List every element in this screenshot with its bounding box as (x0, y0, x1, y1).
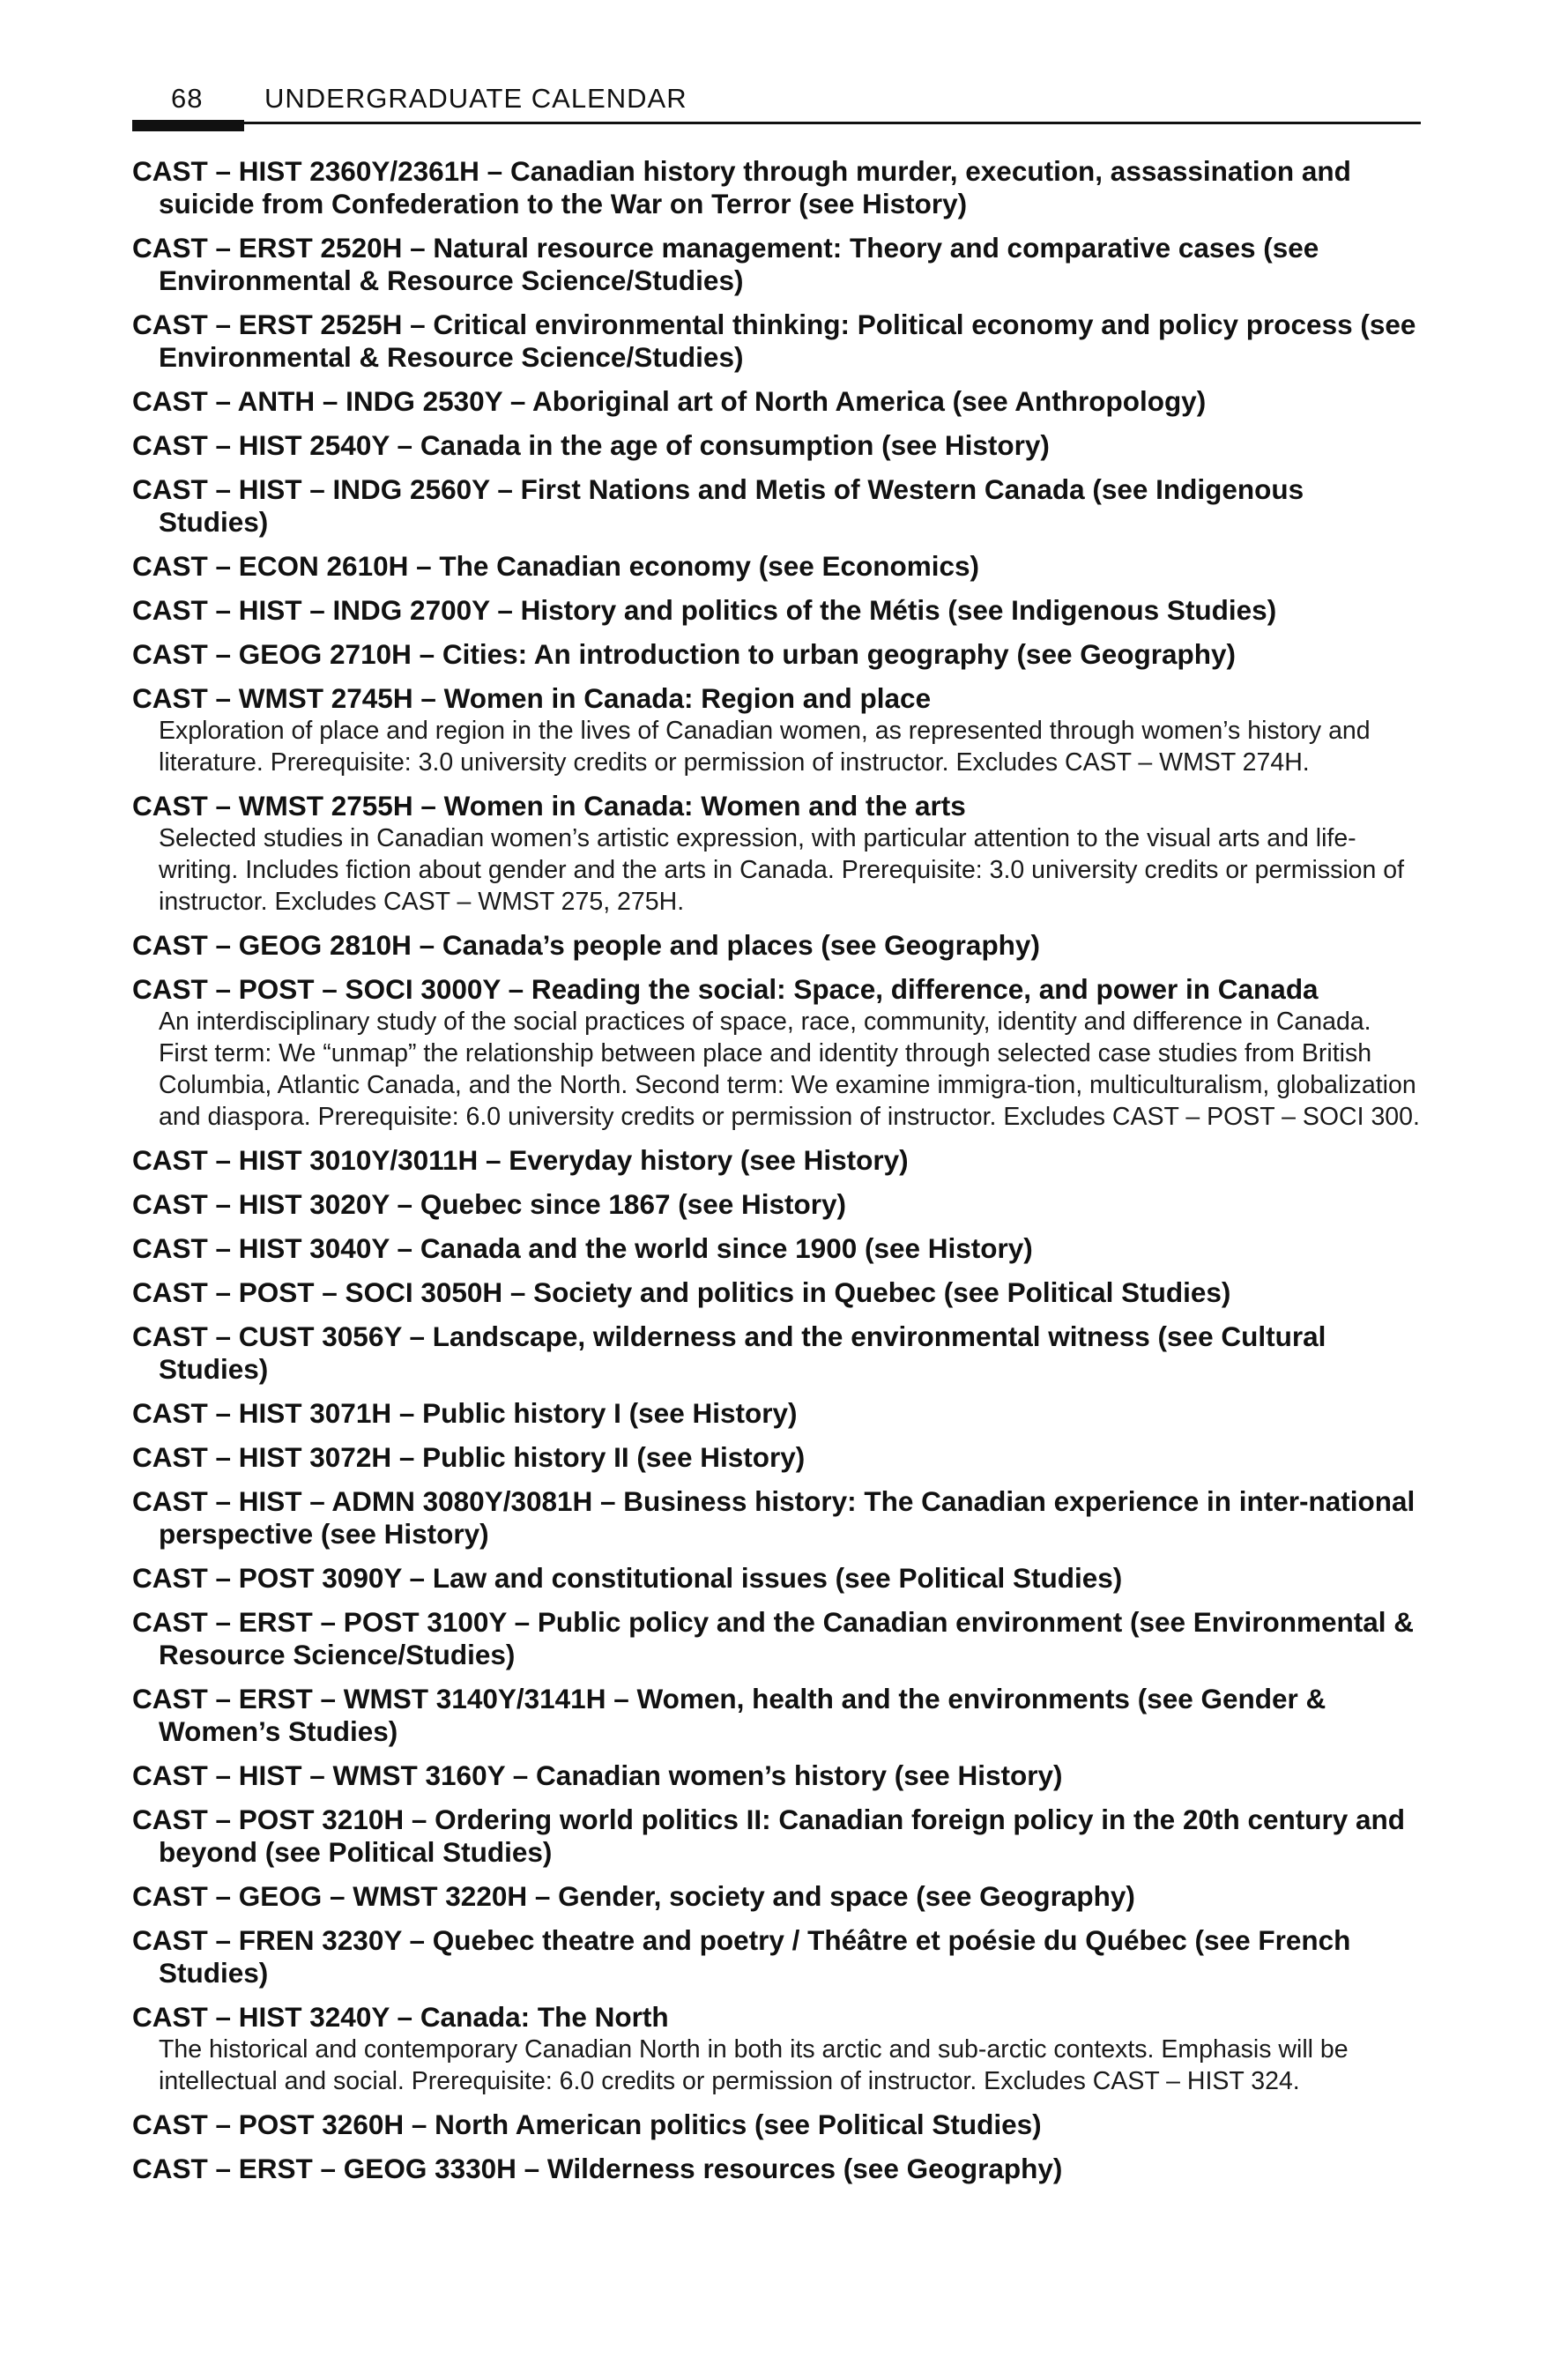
course-entry (132, 790, 1421, 918)
course-title: CAST – HIST – INDG 2700Y – History and politics of the Métis (see Indigenous Studies) (132, 594, 1277, 626)
course-title: CAST – CUST 3056Y – Landscape, wilderness and the environmental witness (see Cultural Studies) (132, 1320, 1326, 1385)
page-header (132, 83, 1421, 123)
course-entry (132, 1880, 1421, 1913)
course-entry (132, 1759, 1421, 1792)
course-entry (132, 429, 1421, 462)
course-entry (132, 1924, 1421, 1990)
course-entry (132, 638, 1421, 671)
course-description: Selected studies in Canadian women’s artistic expression, with particular attention to the visual arts and life-writing. Includes fiction about gender and the arts in Canada. Prerequisite: 3.0 university credits or permission of instructor. Excludes CAST – WMST 275, 275H. (159, 824, 1405, 916)
course-title: CAST – ERST – WMST 3140Y/3141H – Women, health and the environments (see Gender & Women’s Studies) (132, 1683, 1326, 1747)
course-title: CAST – HIST 3040Y – Canada and the world since 1900 (see History) (132, 1232, 1033, 1264)
course-title: CAST – HIST 3010Y/3011H – Everyday history (see History) (132, 1144, 909, 1176)
course-entry (132, 1562, 1421, 1595)
course-title: CAST – GEOG – WMST 3220H – Gender, society and space (see Geography) (132, 1880, 1135, 1912)
course-entry (132, 1276, 1421, 1309)
course-title: CAST – HIST 3240Y – Canada: The North (132, 2001, 669, 2033)
course-entry (132, 1232, 1421, 1265)
course-title: CAST – ERST 2520H – Natural resource management: Theory and comparative cases (see Environmental & Resource Science/Studies) (132, 232, 1319, 296)
course-title: CAST – HIST 3071H – Public history I (see History) (132, 1397, 798, 1429)
course-title: CAST – ERST – POST 3100Y – Public policy and the Canadian environment (see Environmental & Resource Science/Studies) (132, 1606, 1415, 1670)
course-entry (132, 929, 1421, 962)
course-entry (132, 1144, 1421, 1177)
page-number: 68 (171, 83, 204, 114)
course-entry (132, 385, 1421, 418)
running-title: UNDERGRADUATE CALENDAR (264, 83, 687, 114)
course-entry (132, 1606, 1421, 1671)
course-description: Exploration of place and region in the lives of Canadian women, as represented through women’s history and literature. Prerequisite: 3.0 university credits or permission of instructor. Excludes CAST – WMST 274H. (159, 717, 1371, 777)
course-entry (132, 1683, 1421, 1748)
course-description: An interdisciplinary study of the social practices of space, race, community, identity and difference in Canada. First term: We “unmap” the relationship between place and identity through selected case studies from British Columbia, Atlantic Canada, and the North. Second term: We examine immigra-tion, multiculturalism, globalization and diaspora. Prerequisite: 6.0 university credits or permission of instructor. Excludes CAST – POST – SOCI 300. (159, 1008, 1420, 1131)
course-title: CAST – GEOG 2710H – Cities: An introduction to urban geography (see Geography) (132, 638, 1237, 670)
course-entry (132, 309, 1421, 374)
course-title: CAST – POST 3260H – North American politics (see Political Studies) (132, 2109, 1042, 2140)
course-entry (132, 2001, 1421, 2097)
header-rule (132, 122, 1421, 124)
course-title: CAST – WMST 2745H – Women in Canada: Region and place (132, 682, 932, 714)
course-entry (132, 550, 1421, 583)
course-title: CAST – HIST – INDG 2560Y – First Nations and Metis of Western Canada (see Indigenous Studies) (132, 473, 1304, 538)
course-entry (132, 1441, 1421, 1474)
course-entry (132, 1485, 1421, 1551)
course-title: CAST – HIST – WMST 3160Y – Canadian women’s history (see History) (132, 1759, 1063, 1791)
course-title: CAST – FREN 3230Y – Quebec theatre and poetry / Théâtre et poésie du Québec (see French Studies) (132, 1924, 1351, 1989)
course-description: The historical and contemporary Canadian North in both its arctic and sub-arctic contexts. Emphasis will be intellectual and social. Prerequisite: 6.0 credits or permission of instructor. Excludes CAST – HIST 324. (159, 2035, 1349, 2095)
course-entry (132, 594, 1421, 627)
course-title: CAST – POST 3210H – Ordering world politics II: Canadian foreign policy in the 20th century and beyond (see Political Studies) (132, 1804, 1406, 1868)
course-title: CAST – ERST – GEOG 3330H – Wilderness resources (see Geography) (132, 2153, 1063, 2184)
course-entry (132, 473, 1421, 539)
course-title: CAST – HIST 2360Y/2361H – Canadian history through murder, execution, assassination and suicide from Confederation to the War on Terror (see History) (132, 155, 1351, 219)
header-rule-tab (132, 120, 244, 131)
course-list (132, 155, 1421, 2197)
course-entry (132, 1320, 1421, 1386)
course-entry (132, 1188, 1421, 1221)
course-entry (132, 973, 1421, 1133)
course-entry (132, 682, 1421, 778)
course-title: CAST – POST 3090Y – Law and constitutional issues (see Political Studies) (132, 1562, 1123, 1594)
course-title: CAST – ECON 2610H – The Canadian economy (see Economics) (132, 550, 980, 582)
course-entry (132, 155, 1421, 220)
course-title: CAST – GEOG 2810H – Canada’s people and places (see Geography) (132, 929, 1040, 961)
course-title: CAST – WMST 2755H – Women in Canada: Women and the arts (132, 790, 966, 822)
course-title: CAST – HIST 3020Y – Quebec since 1867 (see History) (132, 1188, 847, 1220)
course-title: CAST – HIST 3072H – Public history II (see History) (132, 1441, 806, 1473)
course-entry (132, 1804, 1421, 1869)
course-entry (132, 232, 1421, 297)
course-title: CAST – HIST 2540Y – Canada in the age of consumption (see History) (132, 429, 1050, 461)
course-entry (132, 1397, 1421, 1430)
course-title: CAST – ERST 2525H – Critical environmental thinking: Political economy and policy process (see Environmental & Resource Science/Studies) (132, 309, 1416, 373)
course-title: CAST – HIST – ADMN 3080Y/3081H – Business history: The Canadian experience in inter-national perspective (see History) (132, 1485, 1416, 1550)
course-title: CAST – ANTH – INDG 2530Y – Aboriginal art of North America (see Anthropology) (132, 385, 1207, 417)
course-entry (132, 2109, 1421, 2141)
course-title: CAST – POST – SOCI 3050H – Society and politics in Quebec (see Political Studies) (132, 1276, 1231, 1308)
course-title: CAST – POST – SOCI 3000Y – Reading the social: Space, difference, and power in Canada (132, 973, 1319, 1005)
course-entry (132, 2153, 1421, 2185)
